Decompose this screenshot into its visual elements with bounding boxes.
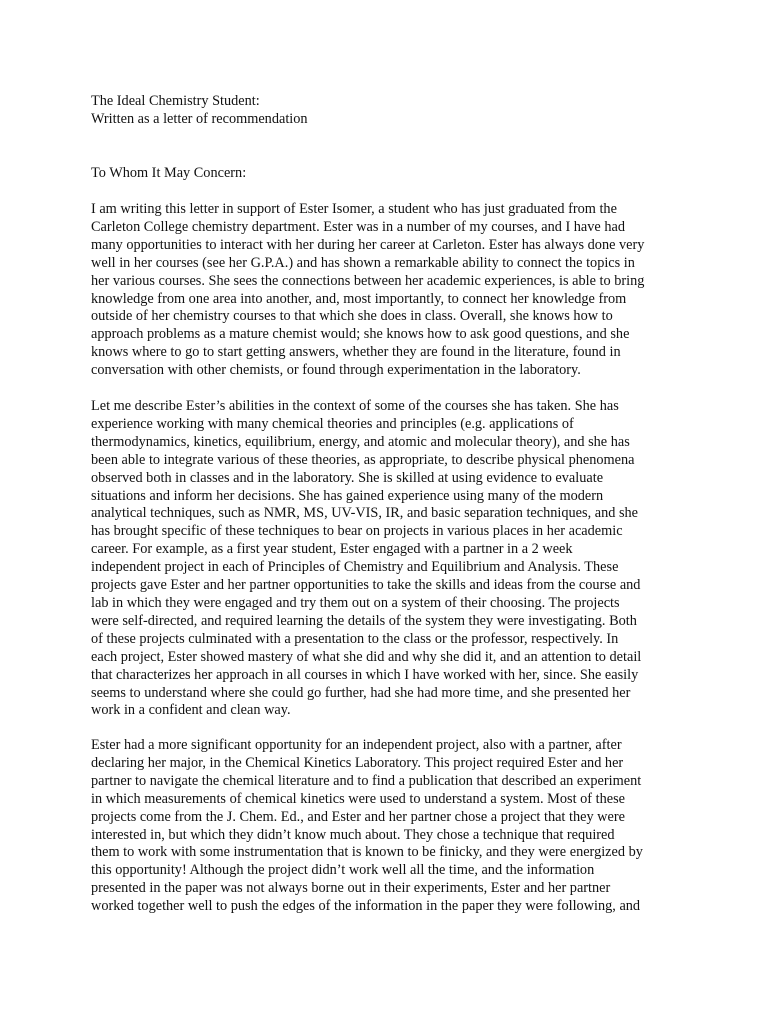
paragraph-line: independent project in each of Principles of Chemistry and Equilibrium and Analysis. These (91, 559, 619, 576)
paragraph-line: Ester had a more significant opportunity for an independent project, also with a partner, after (91, 737, 622, 753)
paragraph-2 (91, 398, 691, 720)
paragraph-line: thermodynamics, kinetics, equilibrium, energy, and atomic and molecular theory), and she has (91, 433, 630, 450)
paragraph-line: knowledge from one area into another, and, most importantly, to connect her knowledge from (91, 290, 627, 307)
paragraph-line: presented in the paper was not always borne out in their experiments, Ester and her partner (91, 880, 611, 897)
paragraph-line: worked together well to push the edges of the information in the paper they were following, and (91, 898, 641, 915)
paragraph-1 (91, 201, 691, 380)
paragraph-line: her various courses. She sees the connections between her academic experiences, is able to bring (91, 272, 645, 289)
paragraph-line: projects gave Ester and her partner opportunities to take the skills and ideas from the course and (91, 577, 641, 594)
paragraph-line: partner to navigate the chemical literature and to find a publication that described an experiment (91, 772, 642, 789)
paragraph-line: this opportunity! Although the project didn’t work well all the time, and the information (91, 862, 595, 879)
title-line: The Ideal Chemistry Student: (91, 93, 260, 109)
salutation (91, 165, 691, 183)
document-title (91, 93, 691, 129)
paragraph-line: declaring her major, in the Chemical Kinetics Laboratory. This project required Ester and her (91, 754, 624, 771)
paragraph-line: were self-directed, and required learning the details of the system they were investigating. Both (91, 612, 637, 629)
paragraph-3 (91, 737, 691, 916)
paragraph-line: in which measurements of chemical kinetics were used to understand a system. Most of these (91, 790, 626, 807)
paragraph-line: that characterizes her approach in all courses in which I have worked with her, since. She easily (91, 666, 639, 683)
paragraph-line: observed both in classes and in the laboratory. She is skilled at using evidence to evaluate (91, 469, 604, 486)
paragraph-line: approach problems as a mature chemist would; she knows how to ask good questions, and she (91, 326, 630, 343)
paragraph-line: them to work with some instrumentation that is known to be finicky, and they were energized by (91, 844, 643, 861)
paragraph-line: seems to understand where she could go further, had she had more time, and she presented her (91, 684, 631, 701)
paragraph-line: career. For example, as a first year student, Ester engaged with a partner in a 2 week (91, 541, 573, 558)
subtitle-line: Written as a letter of recommendation (91, 110, 308, 127)
paragraph-line: Let me describe Ester’s abilities in the context of some of the courses she has taken. She has (91, 398, 619, 414)
paragraph-line: of these projects culminated with a presentation to the class or the professor, respectively. In (91, 630, 619, 647)
paragraph-line: many opportunities to interact with her during her career at Carleton. Ester has always done very (91, 236, 645, 253)
paragraph-line: projects come from the J. Chem. Ed., and Ester and her partner chose a project that they were (91, 808, 625, 825)
paragraph-line: experience working with many chemical theories and principles (e.g. applications of (91, 415, 574, 432)
paragraph-line: situations and inform her decisions. She has gained experience using many of the modern (91, 487, 604, 504)
paragraph-line: I am writing this letter in support of Ester Isomer, a student who has just graduated from the (91, 201, 617, 217)
paragraph-line: work in a confident and clean way. (91, 702, 291, 719)
paragraph-line: Carleton College chemistry department. Ester was in a number of my courses, and I have had (91, 218, 625, 235)
paragraph-line: lab in which they were engaged and try them out on a system of their choosing. The projects (91, 594, 620, 611)
paragraph-line: knows where to go to start getting answers, whether they are found in the literature, found in (91, 344, 621, 361)
paragraph-line: each project, Ester showed mastery of what she did and why she did it, and an attention to detail (91, 648, 642, 665)
paragraph-line: been able to integrate various of these theories, as appropriate, to describe physical phenomena (91, 451, 635, 468)
paragraph-line: outside of her chemistry courses to that which she does in class. Overall, she knows how to (91, 308, 613, 325)
paragraph-line: conversation with other chemists, or found through experimentation in the laboratory. (91, 362, 581, 379)
paragraph-line: has brought specific of these techniques to bear on projects in various places in her academic (91, 523, 623, 540)
paragraph-line: analytical techniques, such as NMR, MS, UV-VIS, IR, and basic separation techniques, and she (91, 505, 639, 522)
paragraph-line: interested in, but which they didn’t know much about. They chose a technique that required (91, 826, 615, 843)
salutation-line: To Whom It May Concern: (91, 165, 247, 181)
paragraph-line: well in her courses (see her G.P.A.) and has shown a remarkable ability to connect the topics in (91, 254, 635, 271)
